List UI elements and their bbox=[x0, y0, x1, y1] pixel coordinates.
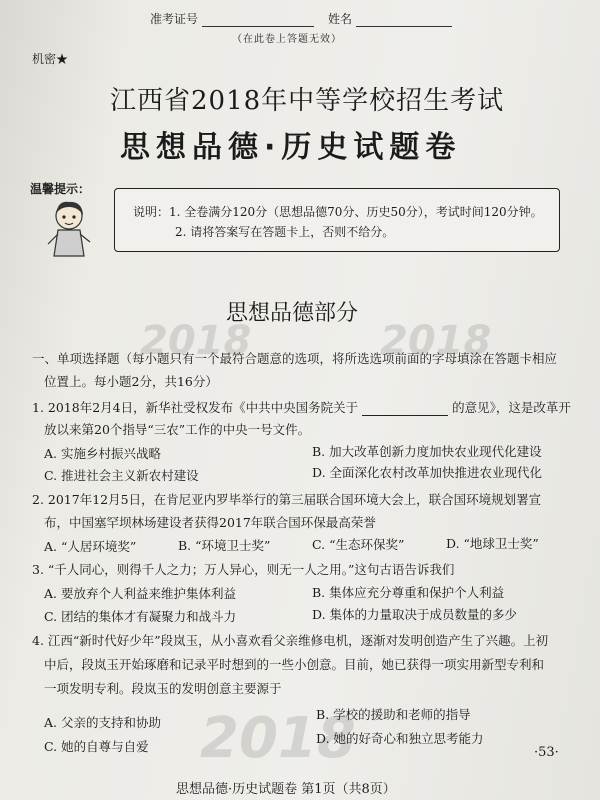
question-2-option-a: A. “人居环境奖” bbox=[44, 539, 137, 554]
question-3-option-d: D. 集体的力量取决于成员数量的多少 bbox=[312, 607, 518, 622]
question-1-stem-part-b: 的意见》，这是改革开 bbox=[452, 400, 571, 415]
question-2-stem-line1: 2. 2017年12月5日，在肯尼亚内罗毕举行的第三届联合国环境大会上，联合国环境规划署宣 bbox=[32, 492, 542, 507]
question-4-stem-line3: 一项发明专利。段岚玉的发明创意主要源于 bbox=[44, 681, 282, 696]
question-4-option-d: D. 她的好奇心和独立思考能力 bbox=[316, 731, 484, 746]
watermark-logo-icon: 2018 bbox=[140, 318, 252, 364]
watermark-logo-icon: 2018 bbox=[200, 706, 356, 771]
name-field bbox=[328, 10, 452, 27]
page-footer: 思想品德·历史试题卷 第1页（共8页） bbox=[176, 782, 396, 797]
question-2-stem-line2: 布，中国塞罕坝林场建设者获得2017年联合国环保最高荣誉 bbox=[44, 515, 376, 530]
question-4-stem-line2: 中后，段岚玉开始琢磨和记录平时想到的一些小创意。目前，她已获得一项实用新型专利和 bbox=[44, 657, 545, 672]
page-number: ·53· bbox=[534, 745, 559, 760]
question-4-option-c: C. 她的自尊与自爱 bbox=[44, 739, 149, 754]
question-2-option-b: B. “环境卫士奖” bbox=[178, 538, 271, 553]
tip-line-2: 2. 请将答案写在答题卡上，否则不给分。 bbox=[175, 225, 395, 239]
question-3-option-b: B. 集体应充分尊重和保护个人利益 bbox=[312, 585, 505, 600]
question-1-option-c: C. 推进社会主义新农村建设 bbox=[44, 468, 199, 483]
exam-id-field bbox=[150, 10, 314, 27]
question-2-option-c: C. “生态环保奖” bbox=[312, 537, 405, 552]
paper-title: 思想品德·历史试题卷 bbox=[120, 130, 462, 165]
question-3-stem: 3. “千人同心，则得千人之力；万人异心，则无一人之用。”这句古语告诉我们 bbox=[32, 562, 455, 577]
confidential-mark: 机密★ bbox=[32, 52, 69, 66]
section-title: 思想品德部分 bbox=[226, 301, 359, 326]
question-3-option-c: C. 团结的集体才有凝聚力和战斗力 bbox=[44, 609, 237, 624]
part1-heading-line1: 一、单项选择题（每小题只有一个最符合题意的选项，将所选选项前面的字母填涂在答题卡相应 bbox=[32, 351, 558, 366]
question-1-stem-part-a: 1. 2018年2月4日，新华社受权发布《中共中央国务院关于 bbox=[32, 400, 359, 415]
tip-line-1: 说明：1. 全卷满分120分（思想品德70分、历史50分），考试时间120分钟。 bbox=[133, 205, 543, 219]
question-4-option-b: B. 学校的援助和老师的指导 bbox=[316, 707, 471, 722]
name-label: 姓名 bbox=[328, 12, 353, 26]
name-line bbox=[356, 14, 452, 27]
question-1-option-a: A. 实施乡村振兴战略 bbox=[44, 446, 161, 461]
tip-label: 温馨提示： bbox=[30, 182, 91, 196]
question-1-stem-line2: 放以来第20个指导“三农”工作的中央一号文件。 bbox=[44, 422, 311, 437]
exam-id-line bbox=[202, 14, 314, 27]
question-2-option-d: D. “地球卫士奖” bbox=[446, 536, 539, 551]
part1-heading-line2: 位置上。每小题2分，共16分） bbox=[44, 374, 218, 389]
question-1-stem bbox=[32, 398, 571, 416]
watermark-logo-icon: 2018 bbox=[380, 318, 492, 364]
exam-id-label: 准考证号 bbox=[150, 12, 199, 26]
tip-box bbox=[114, 188, 560, 252]
question-3-option-a: A. 要放弃个人利益来维护集体利益 bbox=[44, 586, 236, 601]
cartoon-girl-icon bbox=[40, 198, 98, 262]
question-4-option-a: A. 父亲的支持和协助 bbox=[44, 715, 161, 730]
answer-note: （在此卷上答题无效） bbox=[232, 34, 342, 45]
exam-title: 江西省2018年中等学校招生考试 bbox=[110, 86, 505, 116]
question-1-option-d: D. 全面深化农村改革加快推进农业现代化 bbox=[312, 465, 543, 480]
question-1-option-b: B. 加大改革创新力度加快农业现代化建设 bbox=[312, 444, 542, 459]
question-1-blank bbox=[362, 415, 448, 416]
question-4-stem-line1: 4. 江西“新时代好少年”段岚玉，从小喜欢看父亲维修电机，逐渐对发明创造产生了兴趣。上初 bbox=[32, 633, 549, 648]
